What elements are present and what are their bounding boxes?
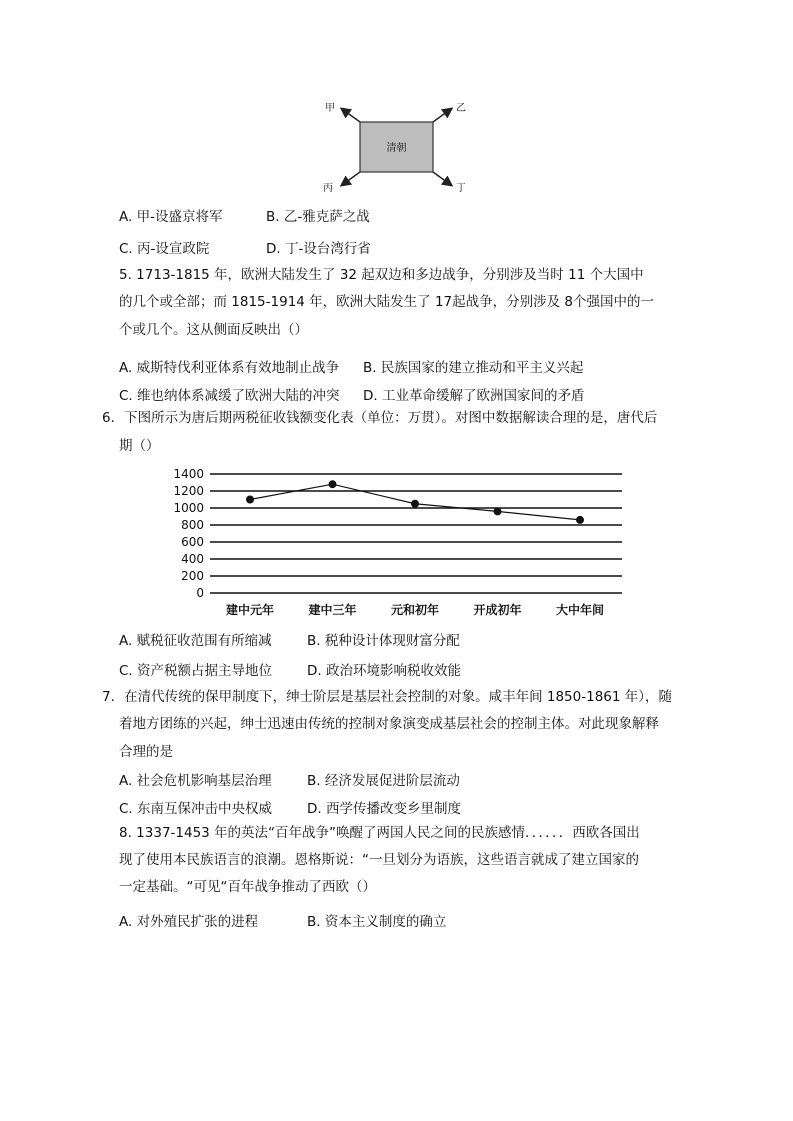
q5-option-b: B. 民族国家的建立推动和平主义兴起 bbox=[363, 360, 584, 376]
q7-option-c: C. 东南互保冲击中央权威 bbox=[119, 801, 273, 817]
qing-direction-diagram bbox=[315, 95, 485, 195]
q5-stem-line-1: 5. 1713-1815 年，欧洲大陆发生了 32 起双边和多边战争，分别涉及当时 11 个大国中 bbox=[119, 267, 644, 283]
q6-stem-line-1: 6．下图所示为唐后期两税征收钱额变化表（单位：万贯）。对图中数据解读合理的是，唐代后 bbox=[102, 410, 658, 426]
y-tick-label: 1200 bbox=[173, 484, 204, 498]
q8-option-b: B. 资本主义制度的确立 bbox=[307, 914, 447, 930]
y-tick-label: 200 bbox=[181, 569, 204, 583]
q6-option-d: D. 政治环境影响税收效能 bbox=[307, 663, 461, 679]
q8-option-a: A. 对外殖民扩张的进程 bbox=[119, 914, 259, 930]
label-jia: 甲 bbox=[325, 103, 335, 114]
q7-stem-line-1: 7．在清代传统的保甲制度下，绅士阶层是基层社会控制的对象。咸丰年间 1850-1861 年），随 bbox=[102, 689, 673, 705]
label-ding: 丁 bbox=[456, 183, 466, 194]
x-tick-label: 元和初年 bbox=[390, 603, 440, 617]
q4-option-b: B. 乙-雅克萨之战 bbox=[266, 209, 370, 225]
y-tick-label: 800 bbox=[181, 518, 204, 532]
qing-label: 清朝 bbox=[386, 143, 407, 154]
q5-stem-line-2: 的几个或全部；而 1815-1914 年，欧洲大陆发生了 17起战争，分别涉及 8个强国中的一 bbox=[119, 294, 655, 310]
q6-option-a: A. 赋税征收范围有所缩减 bbox=[119, 633, 272, 649]
arrow-ne bbox=[433, 109, 451, 122]
arrow-nw bbox=[342, 109, 360, 122]
data-point bbox=[494, 507, 502, 515]
arrow-sw bbox=[342, 172, 360, 185]
q6-option-c: C. 资产税额占据主导地位 bbox=[119, 663, 273, 679]
x-tick-label: 大中年间 bbox=[555, 603, 605, 617]
y-tick-label: 0 bbox=[196, 586, 204, 600]
q8-stem-line-2: 现了使用本民族语言的浪潮。恩格斯说：“一旦划分为语族，这些语言就成了建立国家的 bbox=[119, 852, 639, 868]
q7-option-d: D. 西学传播改变乡里制度 bbox=[307, 801, 461, 817]
y-tick-label: 1000 bbox=[173, 501, 204, 515]
x-tick-label: 开成初年 bbox=[473, 603, 522, 617]
data-point bbox=[329, 480, 337, 488]
x-tick-label: 建中元年 bbox=[225, 603, 275, 617]
y-tick-label: 400 bbox=[181, 552, 204, 566]
q7-stem-line-3: 合理的是 bbox=[119, 744, 173, 760]
q8-stem-line-1: 8. 1337-1453 年的英法“百年战争”唤醒了两国人民之间的民族感情．．．．．．西欧各国出 bbox=[119, 825, 640, 841]
y-tick-label: 1400 bbox=[173, 467, 204, 481]
q5-option-c: C. 维也纳体系减缓了欧洲大陆的冲突 bbox=[119, 388, 340, 404]
q6-stem-line-2: 期（） bbox=[119, 438, 160, 454]
label-yi: 乙 bbox=[456, 103, 466, 114]
q5-option-d: D. 工业革命缓解了欧洲国家间的矛盾 bbox=[363, 388, 585, 404]
arrow-se bbox=[433, 172, 451, 185]
q5-stem-line-3: 个或几个。这从侧面反映出（） bbox=[119, 322, 308, 338]
q7-option-b: B. 经济发展促进阶层流动 bbox=[307, 773, 460, 789]
y-tick-label: 600 bbox=[181, 535, 204, 549]
q4-option-d: D. 丁-设台湾行省 bbox=[266, 241, 371, 257]
q7-stem-line-2: 着地方团练的兴起，绅士迅速由传统的控制对象演变成基层社会的控制主体。对此现象解释 bbox=[119, 716, 659, 732]
q7-option-a: A. 社会危机影响基层治理 bbox=[119, 773, 272, 789]
data-point bbox=[411, 500, 419, 508]
data-point bbox=[246, 496, 254, 504]
q4-option-a: A. 甲-设盛京将军 bbox=[119, 209, 223, 225]
q6-option-b: B. 税种设计体现财富分配 bbox=[307, 633, 460, 649]
x-tick-label: 建中三年 bbox=[308, 603, 357, 617]
tax-line-chart bbox=[160, 462, 640, 622]
label-bing: 丙 bbox=[323, 183, 333, 194]
data-point bbox=[576, 516, 584, 524]
q5-option-a: A. 威斯特伐利亚体系有效地制止战争 bbox=[119, 360, 340, 376]
q4-option-c: C. 丙-设宣政院 bbox=[119, 241, 210, 257]
q8-stem-line-3: 一定基础。“可见“百年战争推动了西欧（） bbox=[119, 879, 376, 895]
